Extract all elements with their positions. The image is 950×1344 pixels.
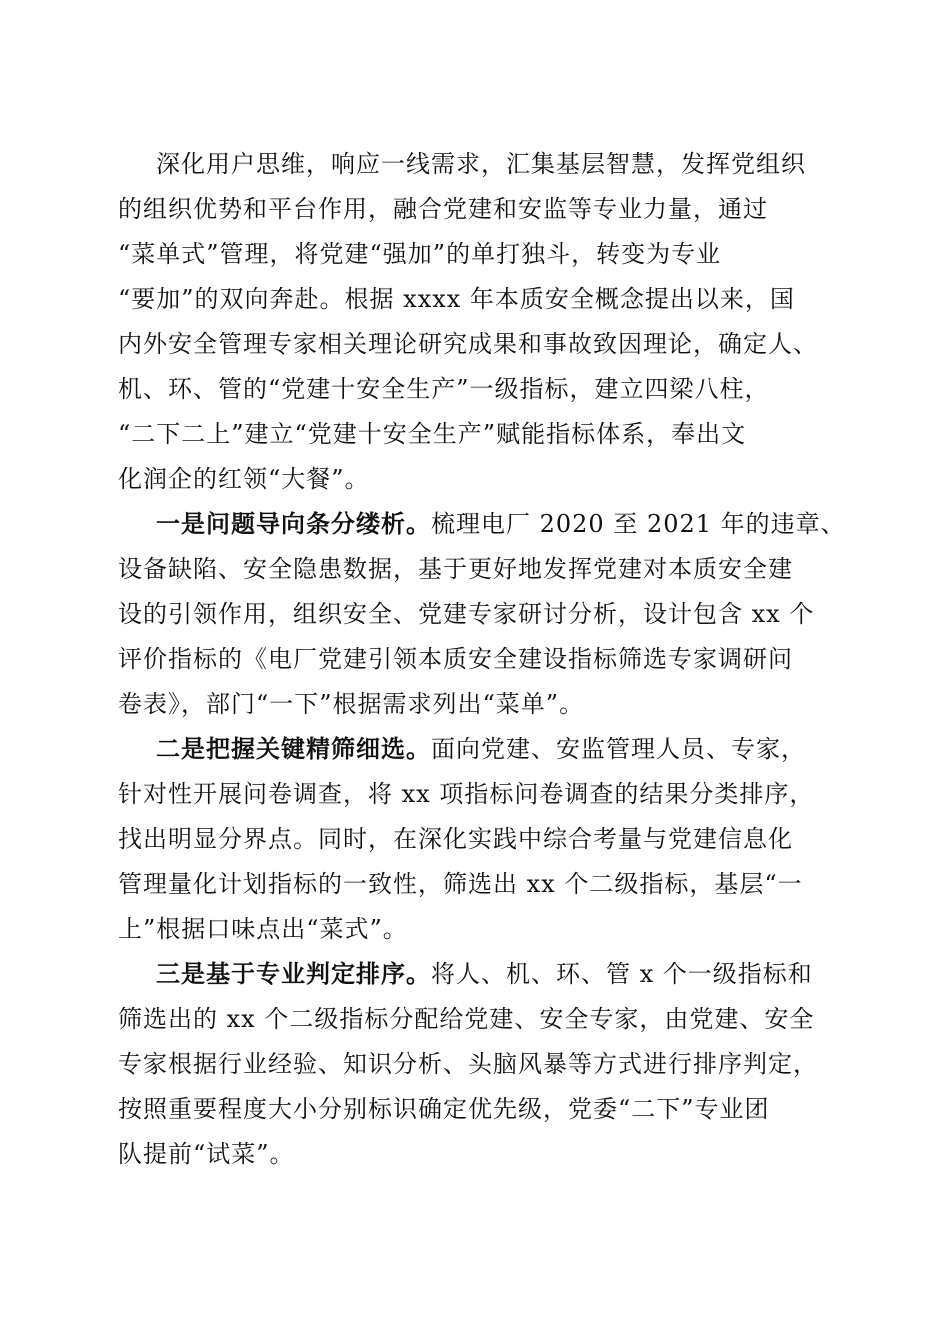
paragraph-1-line-5: 内外安全管理专家相关理论研究成果和事故致因理论，确定人、 [118, 330, 818, 358]
paragraph-3-line-4: 管理量化计划指标的一致性，筛选出 xx 个二级指标，基层“一 [118, 870, 803, 898]
paragraph-1-line-1: 深化用户思维，响应一线需求，汇集基层智慧，发挥党组织 [156, 150, 806, 178]
paragraph-3-line-5: 上”根据口味点出“菜式”。 [118, 915, 408, 943]
paragraph-4-line-4: 按照重要程度大小分别标识确定优先级，党委“二下”专业团 [118, 1095, 770, 1123]
paragraph-2-line-3: 设的引领作用，组织安全、党建专家研讨分析，设计包含 xx 个 [118, 600, 815, 628]
paragraph-2-line-1 [118, 502, 846, 547]
paragraph-2-line-4: 评价指标的《电厂党建引领本质安全建设指标筛选专家调研问 [118, 645, 793, 673]
paragraph-3-line-1 [118, 727, 838, 772]
paragraph-4-first-rest: 将人、机、环、管 x 个一级指标和 [431, 960, 813, 988]
paragraph-4-line-1 [118, 952, 838, 997]
paragraph-1-line-2: 的组织优势和平台作用，融合党建和安监等专业力量，通过 [118, 195, 768, 223]
paragraph-2-line-2: 设备缺陷、安全隐患数据，基于更好地发挥党建对本质安全建 [118, 555, 793, 583]
paragraph-4-line-5: 队提前“试菜”。 [118, 1140, 295, 1168]
paragraph-1-line-4: “要加”的双向奔赴。根据 xxxx 年本质安全概念提出以来，国 [118, 285, 795, 313]
paragraph-2-first-rest: 梳理电厂 2020 至 2021 年的违章、 [431, 510, 846, 538]
paragraph-2-lead: 一是问题导向条分缕析。 [156, 510, 431, 538]
paragraph-2-line-5: 卷表》，部门“一下”根据需求列出“菜单”。 [118, 690, 585, 718]
paragraph-1-line-3: “菜单式”管理，将党建“强加”的单打独斗，转变为专业 [118, 240, 722, 268]
paragraph-4-lead: 三是基于专业判定排序。 [156, 960, 431, 988]
paragraph-3-line-2: 针对性开展问卷调查，将 xx 项指标问卷调查的结果分类排序， [118, 780, 815, 808]
paragraph-1-line-6: 机、环、管的“党建十安全生产”一级指标，建立四梁八柱， [118, 375, 770, 403]
paragraph-1-line-8: 化润企的红领“大餐”。 [118, 465, 370, 493]
document-body [118, 142, 846, 1177]
paragraph-3-first-rest: 面向党建、安监管理人员、专家， [431, 735, 806, 763]
paragraph-4-line-3: 专家根据行业经验、知识分析、头脑风暴等方式进行排序判定， [118, 1050, 818, 1078]
paragraph-4-line-2: 筛选出的 xx 个二级指标分配给党建、安全专家，由党建、安全 [118, 1005, 815, 1033]
paragraph-1-line-7: “二下二上”建立“党建十安全生产”赋能指标体系，奉出文 [118, 420, 747, 448]
paragraph-3-lead: 二是把握关键精筛细选。 [156, 735, 431, 763]
paragraph-3-line-3: 找出明显分界点。同时，在深化实践中综合考量与党建信息化 [118, 825, 793, 853]
